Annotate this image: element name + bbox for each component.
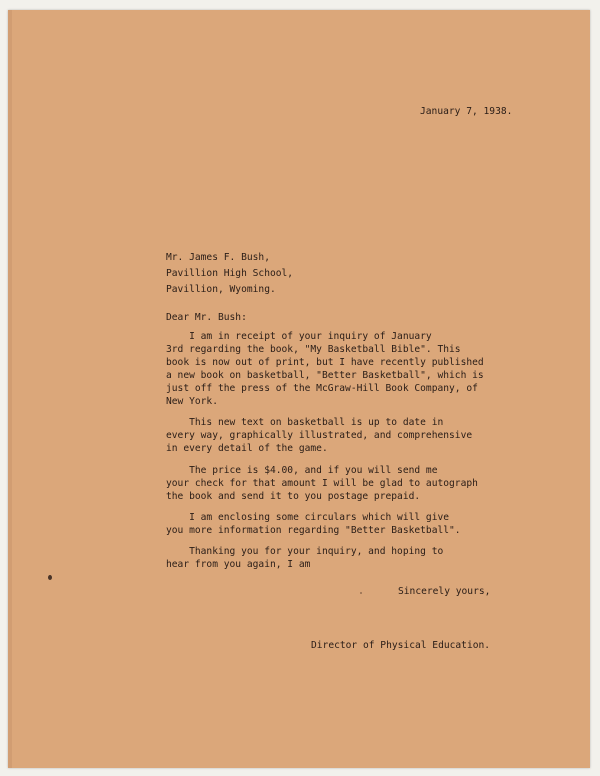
paragraph-line: the book and send it to you postage prepaid. bbox=[166, 491, 421, 502]
ink-speck bbox=[360, 592, 362, 594]
paragraph-line: you more information regarding "Better Basketball". bbox=[166, 525, 461, 536]
addressee-institution: Pavillion High School, bbox=[166, 268, 294, 279]
paragraph-line: in every detail of the game. bbox=[166, 443, 328, 454]
paragraph-line: book is now out of print, but I have recently published bbox=[166, 357, 484, 368]
paragraph-line: hear from you again, I am bbox=[166, 559, 311, 570]
paragraph-line: I am enclosing some circulars which will give bbox=[166, 512, 450, 523]
paragraph-line: The price is $4.00, and if you will send me bbox=[166, 465, 438, 476]
paragraph-line: This new text on basketball is up to date in bbox=[166, 417, 444, 428]
ink-speck bbox=[48, 575, 52, 580]
paragraph-line: your check for that amount I will be glad to autograph bbox=[166, 478, 478, 489]
paragraph-line: just off the press of the McGraw-Hill Book Company, of bbox=[166, 383, 478, 394]
signature-title: Director of Physical Education. bbox=[311, 640, 491, 651]
closing: Sincerely yours, bbox=[398, 586, 491, 597]
paragraph-line: I am in receipt of your inquiry of January bbox=[166, 331, 432, 342]
letter-date: January 7, 1938. bbox=[420, 106, 513, 117]
addressee-location: Pavillion, Wyoming. bbox=[166, 284, 276, 295]
addressee-name: Mr. James F. Bush, bbox=[166, 252, 270, 263]
salutation: Dear Mr. Bush: bbox=[166, 312, 247, 323]
paragraph-line: every way, graphically illustrated, and comprehensive bbox=[166, 430, 473, 441]
letter-body bbox=[8, 10, 590, 768]
letter-paper bbox=[8, 10, 590, 768]
paragraph-line: a new book on basketball, "Better Basketball", which is bbox=[166, 370, 484, 381]
paragraph-line: New York. bbox=[166, 396, 218, 407]
paragraph-line: Thanking you for your inquiry, and hoping to bbox=[166, 546, 444, 557]
paragraph-line: 3rd regarding the book, "My Basketball Bible". This bbox=[166, 344, 461, 355]
